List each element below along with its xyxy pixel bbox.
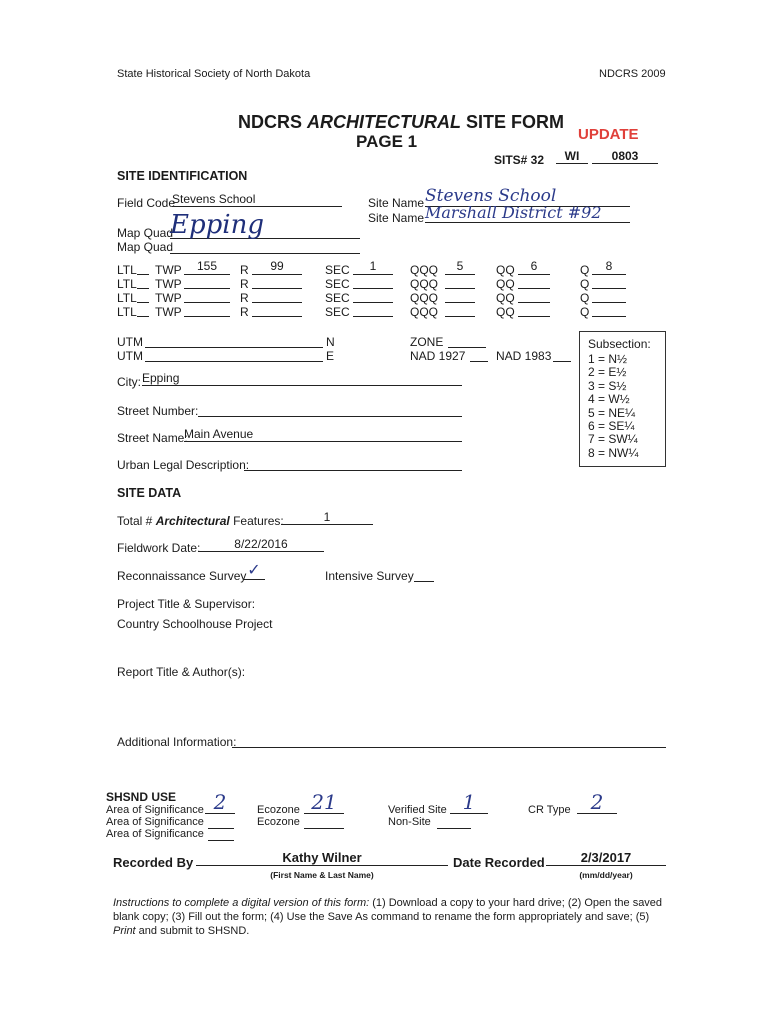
ltl-label-row4: LTL — [117, 305, 137, 319]
map-quad-label-2: Map Quad — [117, 240, 174, 254]
aos-field-2[interactable] — [208, 828, 234, 829]
subsection-item: 6 = SE¼ — [588, 419, 635, 433]
subsection-title: Subsection: — [588, 337, 651, 351]
ltl-label-row1: LTL — [117, 263, 137, 277]
sec-label-row3: SEC — [325, 291, 350, 305]
aos-label-3: Area of Significance — [106, 828, 204, 840]
sec-field-row4[interactable] — [353, 301, 393, 317]
additional-info-field[interactable] — [232, 747, 666, 748]
org-name: State Historical Society of North Dakota — [117, 68, 311, 80]
aos-label-2: Area of Significance — [106, 816, 204, 828]
twp-label-row1: TWP — [155, 263, 182, 277]
qq-label-row3: QQ — [496, 291, 515, 305]
utm-label-2: UTM — [117, 349, 143, 363]
urban-legal-field[interactable] — [244, 470, 462, 471]
utm-label-1: UTM — [117, 335, 143, 349]
sec-field-row1[interactable]: 1 — [353, 259, 393, 275]
r-field-row4[interactable] — [252, 301, 302, 317]
qq-field-row1[interactable]: 6 — [518, 259, 550, 275]
r-label-row4: R — [240, 305, 249, 319]
field-code-field[interactable]: Stevens School — [172, 192, 342, 207]
additional-info-label: Additional Information: — [117, 735, 237, 749]
zone-field[interactable] — [448, 347, 486, 348]
map-quad-field-2[interactable] — [170, 253, 360, 254]
street-number-field[interactable] — [198, 416, 462, 417]
subsection-item: 1 = N½ — [588, 352, 628, 366]
subsection-item: 3 = S½ — [588, 378, 627, 393]
field-code-label: Field Code — [117, 196, 176, 210]
site-name-field-2[interactable]: Marshall District #92 — [425, 203, 630, 223]
nad1927-field[interactable] — [470, 361, 488, 362]
q-label-row3: Q — [580, 291, 590, 305]
recorded-by-hint: (First Name & Last Name) — [270, 870, 374, 880]
street-number-label: Street Number: — [117, 404, 199, 418]
nad1983-field[interactable] — [553, 361, 571, 362]
reconnaissance-label: Reconnaissance Survey — [117, 569, 247, 583]
utm-n-label: N — [326, 335, 335, 349]
qqq-label-row3: QQQ — [410, 291, 439, 305]
intensive-label: Intensive Survey — [325, 569, 414, 583]
twp-field-row4[interactable] — [184, 301, 230, 317]
street-name-label: Street Name: — [117, 431, 188, 445]
subsection-item: 4 = W½ — [588, 392, 630, 407]
aos-field-3[interactable] — [208, 840, 234, 841]
site-name-field-1[interactable]: Stevens School — [425, 186, 630, 207]
map-quad-label-1: Map Quad — [117, 226, 174, 240]
sec-label-row1: SEC — [325, 263, 350, 277]
date-recorded-label: Date Recorded — [453, 855, 545, 870]
project-title-value[interactable]: Country Schoolhouse Project — [117, 617, 273, 631]
subsection-item: 7 = SW¼ — [588, 432, 638, 447]
subsection-item: 5 = NE¼ — [588, 405, 636, 420]
q-field-row4[interactable] — [592, 301, 626, 317]
qq-field-row4[interactable] — [518, 301, 550, 317]
sits-label: SITS# 32 — [494, 153, 545, 167]
recorded-by-label: Recorded By — [113, 855, 194, 870]
twp-label-row3: TWP — [155, 291, 182, 305]
ecozone-field-2[interactable] — [304, 828, 344, 829]
page-number: PAGE 1 — [356, 132, 418, 151]
twp-label-row2: TWP — [155, 277, 182, 291]
nad1927-label: NAD 1927 — [410, 349, 466, 363]
qq-label-row4: QQ — [496, 305, 515, 319]
r-label-row3: R — [240, 291, 249, 305]
city-label: City: — [117, 375, 141, 389]
qq-label-row2: QQ — [496, 277, 515, 291]
cr-type-label: CR Type — [528, 804, 571, 816]
aos-field-1[interactable]: 2 — [205, 791, 235, 814]
city-field[interactable]: Epping — [142, 371, 462, 386]
utm-easting-field[interactable] — [145, 361, 323, 362]
reconnaissance-check[interactable]: ✓ — [243, 560, 265, 580]
fieldwork-date-label: Fieldwork Date: — [117, 541, 201, 555]
street-name-field[interactable]: Main Avenue — [184, 427, 462, 442]
non-site-label: Non-Site — [388, 816, 431, 828]
total-features-field[interactable]: 1 — [281, 510, 373, 525]
non-site-field[interactable] — [437, 828, 471, 829]
project-title-label: Project Title & Supervisor: — [117, 597, 256, 611]
q-label-row1: Q — [580, 263, 590, 277]
sec-label-row2: SEC — [325, 277, 350, 291]
site-name-label-1: Site Name — [368, 196, 425, 210]
r-label-row1: R — [240, 263, 249, 277]
fieldwork-date-field[interactable]: 8/22/2016 — [198, 537, 324, 552]
verified-site-label: Verified Site — [388, 804, 447, 816]
site-data-heading: SITE DATA — [117, 486, 182, 500]
intensive-check[interactable] — [414, 581, 434, 582]
q-label-row4: Q — [580, 305, 590, 319]
sits-number[interactable]: 0803 — [592, 149, 658, 164]
sits-county[interactable]: WI — [556, 149, 588, 164]
form-code: NDCRS 2009 — [599, 68, 666, 80]
utm-northing-field[interactable] — [145, 347, 323, 348]
report-title-label: Report Title & Author(s): — [117, 665, 246, 679]
twp-field-row1[interactable]: 155 — [184, 259, 230, 275]
q-label-row2: Q — [580, 277, 590, 291]
date-recorded-field[interactable]: 2/3/2017 — [546, 850, 666, 866]
total-features-label: Total # Architectural Features: — [117, 514, 284, 528]
ecozone-field-1[interactable]: 21 — [304, 791, 344, 814]
subsection-item: 2 = E½ — [588, 365, 627, 380]
qqq-field-row1[interactable]: 5 — [445, 259, 475, 275]
instructions: Instructions to complete a digital version of this form: (1) Download a copy to your hard drive; (2) Open the saved blank copy; (3) Fill out the form; (4) Use the Save As command to rename the form appropriately and save; (5) Print and submit to SHSND. — [113, 897, 663, 937]
qq-label-row1: QQ — [496, 263, 515, 277]
subsection-legend — [579, 331, 666, 467]
qqq-label-row2: QQQ — [410, 277, 439, 291]
sec-label-row4: SEC — [325, 305, 350, 319]
ecozone-label-2: Ecozone — [257, 816, 300, 828]
r-field-row1[interactable]: 99 — [252, 259, 302, 275]
utm-e-label: E — [326, 349, 335, 363]
zone-label: ZONE — [410, 335, 444, 349]
verified-site-field[interactable]: 1 — [450, 791, 488, 814]
shsnd-heading: SHSND USE — [106, 790, 177, 804]
qqq-field-row4[interactable] — [445, 301, 475, 317]
r-label-row2: R — [240, 277, 249, 291]
qqq-label-row4: QQQ — [410, 305, 439, 319]
site-identification-heading: SITE IDENTIFICATION — [117, 169, 248, 183]
ltl-field-row4[interactable] — [137, 301, 149, 317]
urban-legal-label: Urban Legal Description: — [117, 458, 250, 472]
twp-label-row4: TWP — [155, 305, 182, 319]
map-quad-field-1[interactable]: Epping — [170, 212, 360, 239]
subsection-item: 8 = NW¼ — [588, 445, 639, 460]
qqq-label-row1: QQQ — [410, 263, 439, 277]
date-recorded-hint: (mm/dd/year) — [579, 870, 633, 880]
site-name-label-2: Site Name — [368, 211, 425, 225]
cr-type-field[interactable]: 2 — [577, 791, 617, 814]
q-field-row1[interactable]: 8 — [592, 259, 626, 275]
update-stamp: UPDATE — [578, 126, 639, 143]
recorded-by-field[interactable]: Kathy Wilner — [196, 850, 448, 866]
ltl-label-row3: LTL — [117, 291, 137, 305]
page-title: NDCRS ARCHITECTURAL SITE FORM — [238, 112, 564, 132]
aos-label-1: Area of Significance — [106, 804, 204, 816]
nad1983-label: NAD 1983 — [496, 349, 552, 363]
ecozone-label-1: Ecozone — [257, 804, 300, 816]
ltl-label-row2: LTL — [117, 277, 137, 291]
